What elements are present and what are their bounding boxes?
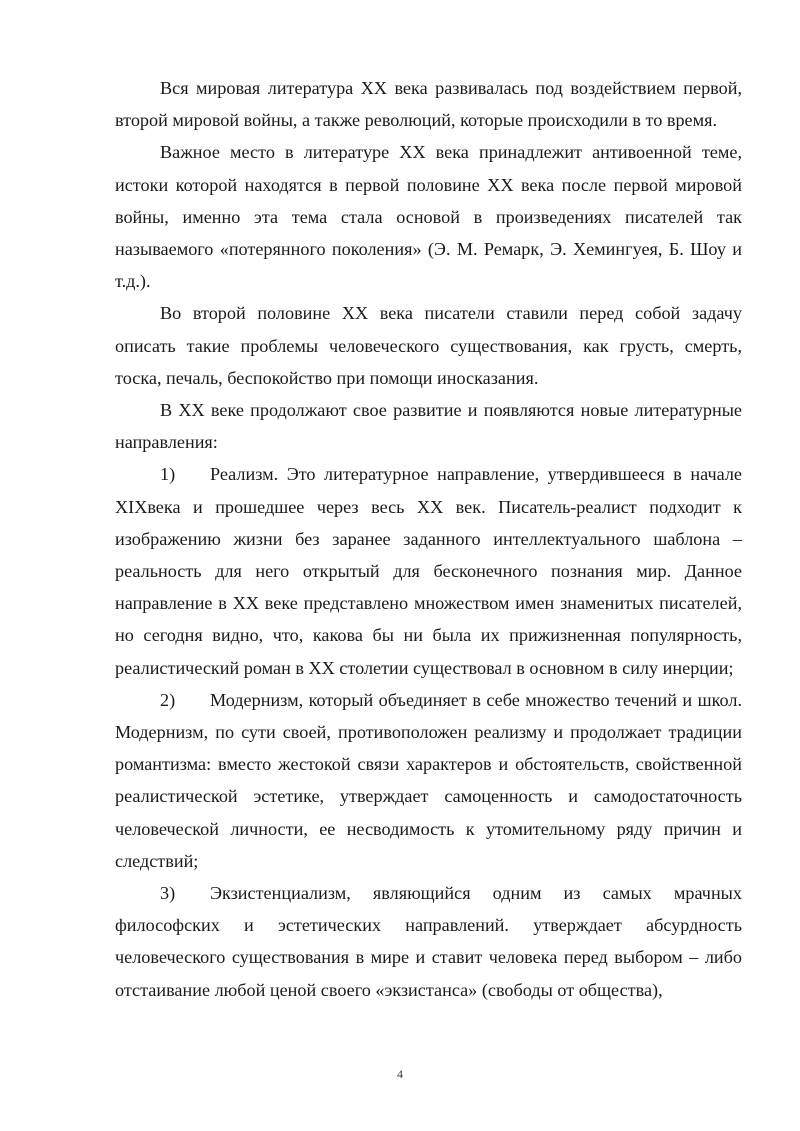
paragraph-3: Во второй половине XX века писатели ставили перед собой задачу описать такие проблемы человеческого существования, как грусть, смерть, тоска, печаль, беспокойство при помощи иносказания. bbox=[115, 303, 742, 388]
list-item-number: 3) bbox=[160, 883, 176, 904]
list-item-number: 1) bbox=[160, 464, 176, 485]
list-item-text: Реализм. Это литературное направление, утвердившееся в начале XIXвека и прошедшее через весь XX век. Писатель-реалист подходит к изображению жизни без заранее заданного интеллектуального шаблона – реальность для него открытый для бесконечного познания мир. Данное направление в XX веке представлено множеством имен знаменитых писателей, но сегодня видно, что, какова бы ни была их прижизненная популярность, реалистический роман в XX столетии существовал в основном в силу инерции; bbox=[115, 464, 742, 678]
list-item-2 bbox=[115, 684, 742, 877]
list-item-1 bbox=[115, 458, 742, 683]
list-item-text: Экзистенциализм, являющийся одним из самых мрачных философских и эстетических направлений. утверждает абсурдность человеческого существования в мире и ставит человека перед выбором – либо отстаивание любой ценой своего «экзистанса» (свободы от общества), bbox=[115, 883, 742, 1000]
list-item-text: Модернизм, который объединяет в себе множество течений и школ. Модернизм, по сути своей, противоположен реализму и продолжает традиции романтизма: вместо жестокой связи характеров и обстоятельств, свойственной реалистической эстетике, утверждает самоценность и самодостаточность человеческой личности, ее несводимость к утомительному ряду причин и следствий; bbox=[115, 689, 742, 871]
list-item-3 bbox=[115, 877, 742, 1006]
paragraph-2: Важное место в литературе XX века принадлежит антивоенной теме, истоки которой находятся в первой половине XX века после первой мировой войны, именно эта тема стала основой в произведениях писателей так называемого «потерянного поколения» (Э. М. Ремарк, Э. Хемингуея, Б. Шоу и т.д.). bbox=[115, 142, 742, 292]
page-number: 4 bbox=[397, 1067, 403, 1081]
page-body bbox=[115, 72, 742, 1006]
list-item-number: 2) bbox=[160, 689, 176, 710]
paragraph-4: В XX веке продолжают свое развитие и появляются новые литературные направления: bbox=[115, 400, 742, 453]
paragraph-1: Вся мировая литература XX века развивалась под воздействием первой, второй мировой войны, а также революций, которые происходили в то время. bbox=[115, 78, 742, 131]
